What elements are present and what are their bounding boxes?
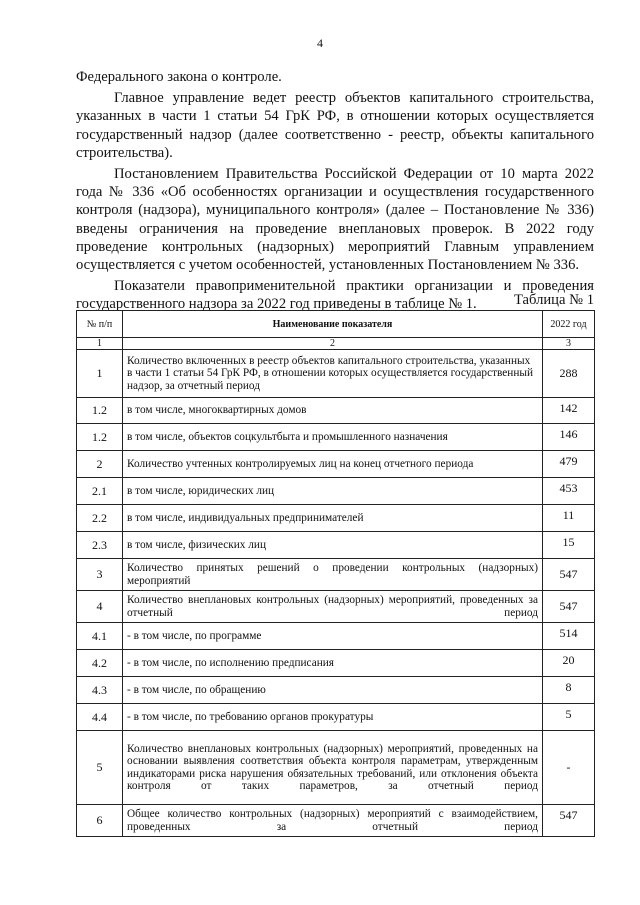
body-text <box>76 68 594 317</box>
row-value: 479 <box>543 451 595 478</box>
row-value: 453 <box>543 478 595 505</box>
row-name: Общее количество контрольных (надзорных) мероприятий с взаимодействием, проведенных за отчетный период <box>123 805 543 837</box>
table-header-row <box>77 311 595 338</box>
row-num: 4.4 <box>77 704 123 731</box>
table-row <box>77 650 595 677</box>
row-value: 146 <box>543 424 595 451</box>
column-number: 1 <box>77 338 123 350</box>
table-row <box>77 677 595 704</box>
table-row <box>77 424 595 451</box>
row-num: 2 <box>77 451 123 478</box>
table-caption: Таблица № 1 <box>514 292 594 308</box>
table-row <box>77 731 595 805</box>
row-num: 2.3 <box>77 532 123 559</box>
table-row <box>77 532 595 559</box>
row-value: 514 <box>543 623 595 650</box>
paragraph: Федерального закона о контроле. <box>76 69 282 85</box>
column-number: 2 <box>123 338 543 350</box>
row-name: Количество включенных в реестр объектов капитального строительства, указанных в части 1 статьи 54 ГрК РФ, в отношении которых осуществляется государственный надзор, за отчетный период <box>123 350 543 398</box>
row-name: Количество внеплановых контрольных (надзорных) мероприятий, проведенных на основании выявления соответствия объекта контроля параметрам, утвержденным индикаторами риска нарушения обязательных требований, или отклонения объекта контроля от таких параметров, за отчетный период <box>123 731 543 805</box>
row-num: 3 <box>77 559 123 591</box>
row-value: 11 <box>543 505 595 532</box>
row-num: 1 <box>77 350 123 398</box>
row-name: - в том числе, по программе <box>123 623 543 650</box>
row-value: 547 <box>543 591 595 623</box>
row-value: 547 <box>543 805 595 837</box>
row-num: 6 <box>77 805 123 837</box>
row-name: в том числе, юридических лиц <box>123 478 543 505</box>
table-row <box>77 398 595 424</box>
row-name: Количество учтенных контролируемых лиц на конец отчетного периода <box>123 451 543 478</box>
row-num: 4.3 <box>77 677 123 704</box>
page-number: 4 <box>317 36 323 50</box>
row-num: 5 <box>77 731 123 805</box>
table-row <box>77 350 595 398</box>
paragraph: Главное управление ведет реестр объектов капитального строительства, указанных в части 1 статьи 54 ГрК РФ, в отношении которых осуществляется государственный надзор (далее соответственно - реестр, объекты капитального строительства). <box>76 90 594 161</box>
row-value: 288 <box>543 350 595 398</box>
row-num: 1.2 <box>77 398 123 424</box>
row-value: 142 <box>543 398 595 424</box>
row-value: 8 <box>543 677 595 704</box>
table-row <box>77 805 595 837</box>
column-number: 3 <box>543 338 595 350</box>
table-row <box>77 478 595 505</box>
row-name: в том числе, объектов соцкультбыта и промышленного назначения <box>123 424 543 451</box>
row-num: 2.2 <box>77 505 123 532</box>
row-name: - в том числе, по исполнению предписания <box>123 650 543 677</box>
paragraph: Постановлением Правительства Российской Федерации от 10 марта 2022 года № 336 «Об особенностях организации и осуществления государственного контроля (надзора), муниципального контроля» (далее – Постановление № 336) введены ограничения на проведение внеплановых проверок. В 2022 году проведение контрольных (надзорных) мероприятий Главным управлением осуществляется с учетом особенностей, установленных Постановлением № 336. <box>76 166 594 274</box>
row-name: - в том числе, по обращению <box>123 677 543 704</box>
table-row <box>77 623 595 650</box>
row-name: Количество принятых решений о проведении контрольных (надзорных) мероприятий <box>123 559 543 591</box>
paragraph: Показатели правоприменительной практики организации и проведения государственного надзора за 2022 год приведены в таблице № 1. <box>76 278 594 313</box>
row-value: 547 <box>543 559 595 591</box>
row-num: 2.1 <box>77 478 123 505</box>
row-value: 20 <box>543 650 595 677</box>
row-name: - в том числе, по требованию органов прокуратуры <box>123 704 543 731</box>
row-name: в том числе, индивидуальных предпринимателей <box>123 505 543 532</box>
row-num: 1.2 <box>77 424 123 451</box>
table-row <box>77 704 595 731</box>
row-num: 4.2 <box>77 650 123 677</box>
header-num: № п/п <box>77 311 123 338</box>
header-year: 2022 год <box>543 311 595 338</box>
row-value: 15 <box>543 532 595 559</box>
table-row <box>77 451 595 478</box>
row-num: 4 <box>77 591 123 623</box>
table-row <box>77 591 595 623</box>
column-number-row <box>77 338 595 350</box>
table-row <box>77 559 595 591</box>
row-num: 4.1 <box>77 623 123 650</box>
indicators-table <box>76 310 595 837</box>
row-value: 5 <box>543 704 595 731</box>
row-name: в том числе, физических лиц <box>123 532 543 559</box>
row-name: в том числе, многоквартирных домов <box>123 398 543 424</box>
row-name: Количество внеплановых контрольных (надзорных) мероприятий, проведенных за отчетный период <box>123 591 543 623</box>
row-value: - <box>543 731 595 805</box>
header-name: Наименование показателя <box>123 311 543 338</box>
table-row <box>77 505 595 532</box>
